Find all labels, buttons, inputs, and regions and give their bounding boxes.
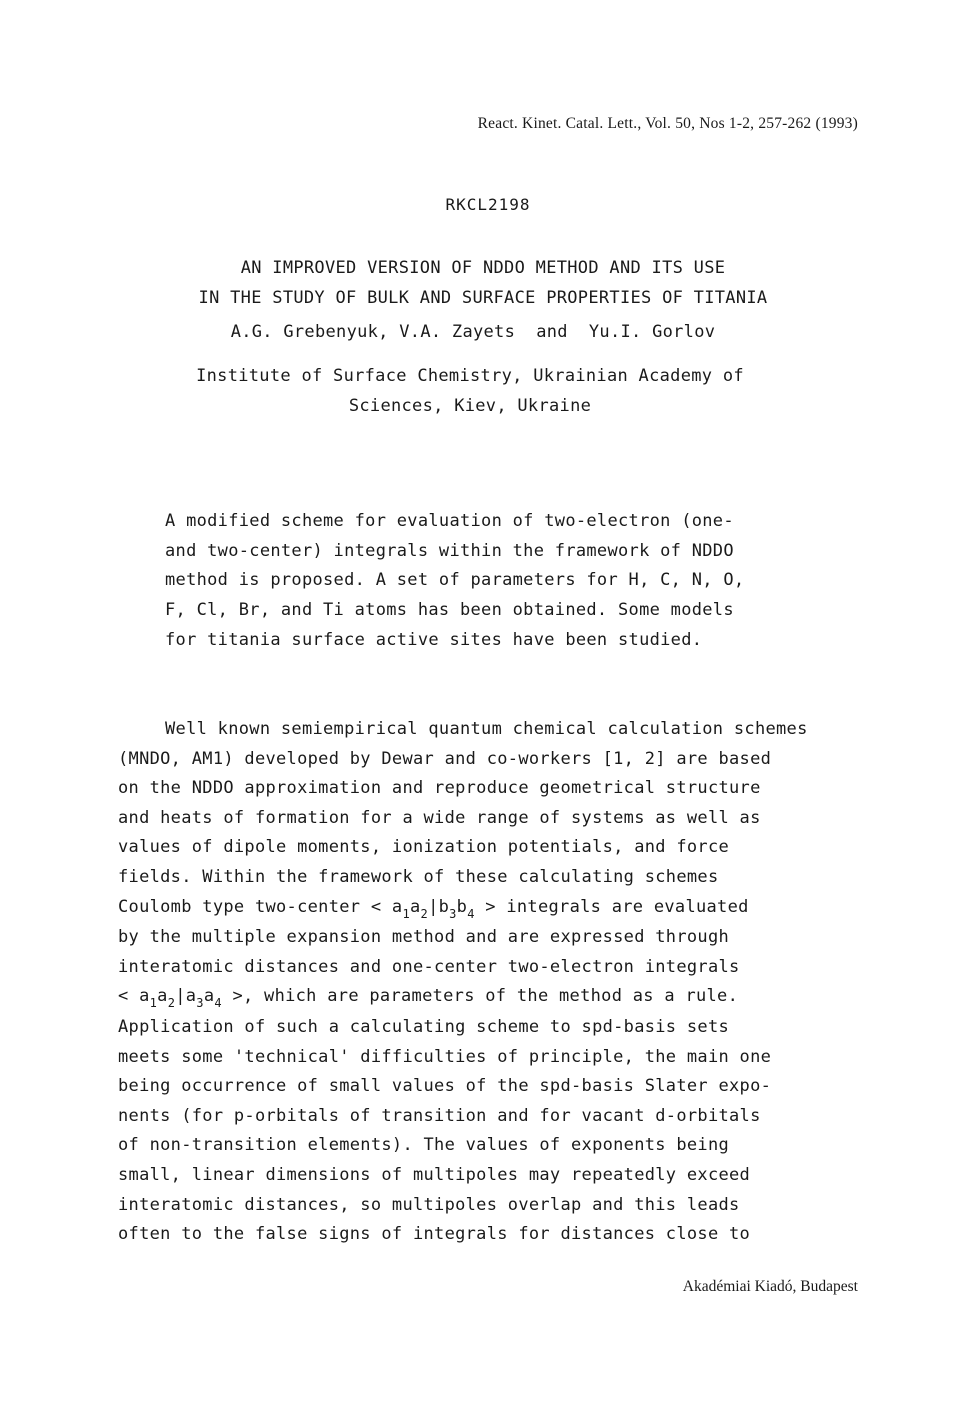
subscript: 2 bbox=[167, 996, 176, 1011]
body-line: and heats of formation for a wide range of systems as well as bbox=[118, 807, 761, 828]
body-line: interatomic distances and one-center two-electron integrals bbox=[118, 956, 740, 977]
text-fragment: |a bbox=[175, 986, 197, 1007]
body-line-one-center-integral bbox=[118, 982, 878, 1013]
body-line: Application of such a calculating scheme to spd-basis sets bbox=[118, 1016, 730, 1037]
body-line: by the multiple expansion method and are expressed through bbox=[118, 927, 730, 948]
body-line: of non-transition elements). The values of exponents being bbox=[118, 1135, 730, 1156]
body-line: Well known semiempirical quantum chemical calculation schemes bbox=[165, 719, 808, 739]
text-fragment: >, which are parameters of the method as a rule. bbox=[221, 986, 739, 1007]
affiliation-line-1: Institute of Surface Chemistry, Ukrainian Academy of bbox=[196, 366, 744, 386]
subscript: 1 bbox=[402, 906, 410, 921]
body-line: meets some 'technical' difficulties of principle, the main one bbox=[118, 1046, 772, 1067]
body-line-coulomb-integral bbox=[118, 893, 878, 924]
subscript: 4 bbox=[467, 906, 475, 921]
body-line: (MNDO, AM1) developed by Dewar and co-workers [1, 2] are based bbox=[118, 748, 772, 769]
title-line-2: IN THE STUDY OF BULK AND SURFACE PROPERTIES OF TITANIA bbox=[198, 288, 768, 308]
subscript: 2 bbox=[420, 906, 429, 921]
body-line: being occurrence of small values of the spd-basis Slater expo- bbox=[118, 1076, 772, 1097]
text-fragment: |b bbox=[428, 896, 450, 917]
subscript: 1 bbox=[149, 996, 158, 1011]
abstract-line: and two-center) integrals within the framework of NDDO bbox=[165, 540, 734, 561]
paper-title bbox=[0, 253, 966, 313]
body-text bbox=[118, 715, 878, 1250]
body-line: nents (for p-orbitals of transition and for vacant d-orbitals bbox=[118, 1105, 761, 1126]
title-line-1: AN IMPROVED VERSION OF NDDO METHOD AND ITS USE bbox=[240, 258, 726, 278]
body-line: interatomic distances, so multipoles overlap and this leads bbox=[118, 1194, 740, 1215]
text-fragment: a bbox=[157, 986, 168, 1007]
abstract-line: A modified scheme for evaluation of two-electron (one- bbox=[165, 511, 734, 531]
abstract bbox=[165, 507, 825, 656]
authors: A.G. Grebenyuk, V.A. Zayets and Yu.I. Gorlov bbox=[230, 322, 716, 342]
text-fragment: a bbox=[409, 896, 421, 917]
abstract-line: F, Cl, Br, and Ti atoms has been obtained. Some models bbox=[165, 600, 734, 621]
affiliation bbox=[0, 361, 940, 421]
publisher-footer: Akadémiai Kiadó, Budapest bbox=[682, 1278, 858, 1295]
abstract-line: method is proposed. A set of parameters for H, C, N, O, bbox=[165, 570, 745, 591]
journal-citation: React. Kinet. Catal. Lett., Vol. 50, Nos 1-2, 257-262 (1993) bbox=[477, 115, 858, 132]
text-fragment: < a bbox=[118, 986, 150, 1007]
text-fragment: > integrals are evaluated bbox=[474, 896, 749, 917]
article-code bbox=[0, 195, 976, 214]
body-line: on the NDDO approximation and reproduce geometrical structure bbox=[118, 778, 761, 799]
abstract-line: for titania surface active sites have been studied. bbox=[165, 629, 703, 650]
affiliation-line-2: Sciences, Kiev, Ukraine bbox=[348, 396, 592, 416]
subscript: 3 bbox=[449, 906, 457, 921]
body-line: fields. Within the framework of these calculating schemes bbox=[118, 866, 719, 887]
subscript: 4 bbox=[214, 996, 222, 1011]
body-line: values of dipole moments, ionization potentials, and force bbox=[118, 837, 730, 858]
text-fragment: a bbox=[203, 986, 215, 1007]
article-code-text: RKCL2198 bbox=[445, 195, 531, 214]
text-fragment: b bbox=[456, 896, 468, 917]
body-line: often to the false signs of integrals for distances close to bbox=[118, 1224, 751, 1245]
body-line: small, linear dimensions of multipoles may repeatedly exceed bbox=[118, 1164, 751, 1185]
subscript: 3 bbox=[196, 996, 204, 1011]
text-fragment: Coulomb type two-center < a bbox=[118, 896, 403, 917]
